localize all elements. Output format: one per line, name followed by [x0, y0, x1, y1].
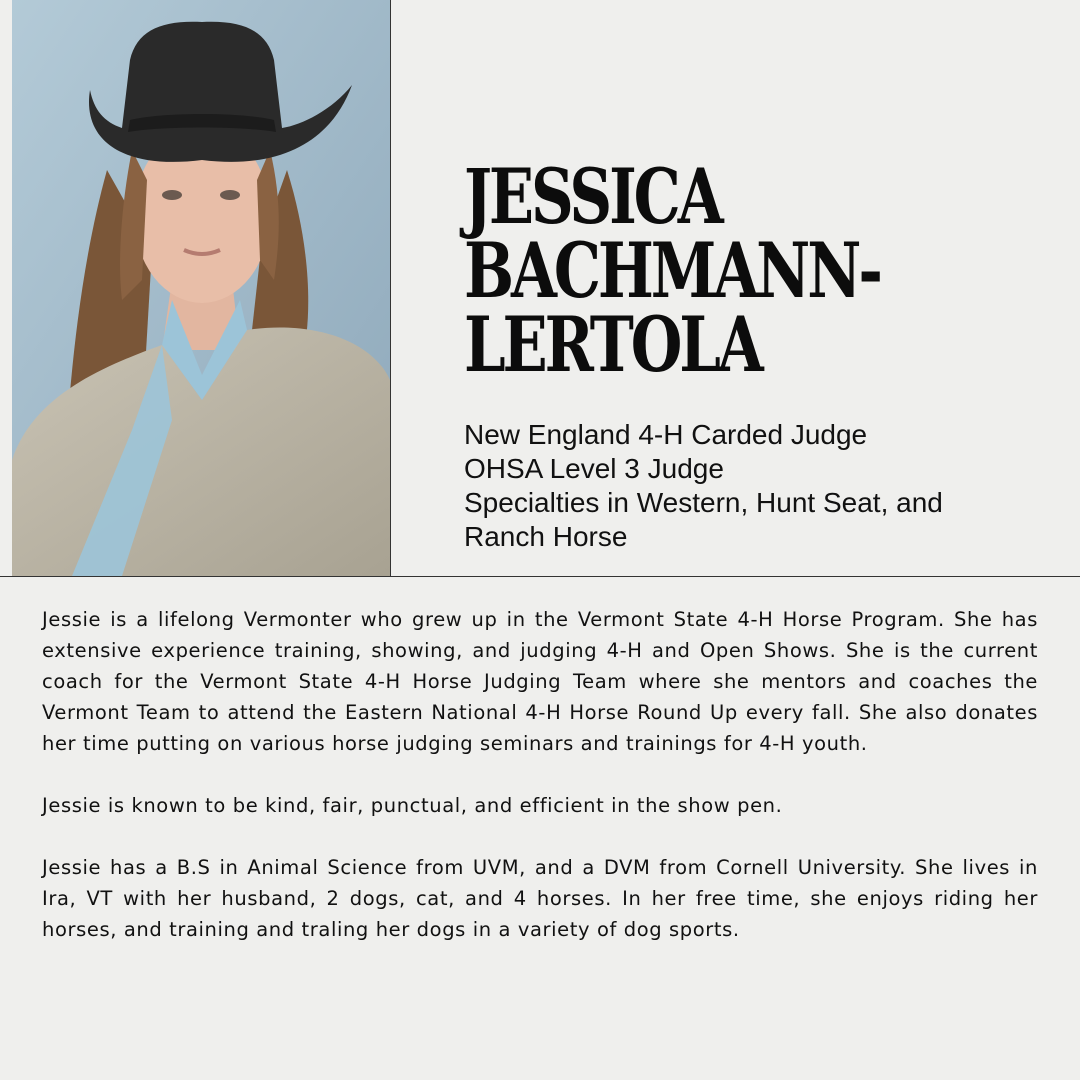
name-line: JESSICA [464, 152, 721, 241]
credentials-list [464, 418, 1064, 554]
bio-paragraph: Jessie is a lifelong Vermonter who grew up in the Vermont State 4-H Horse Program. She has extensive experience training, showing, and judging 4-H and Open Shows. She is the current coach for the Vermont State 4-H Horse Judging Team where she mentors and coaches the Vermont Team to attend the Eastern National 4-H Horse Round Up every fall. She also donates her time putting on various horse judging seminars and trainings for 4-H youth. [42, 608, 1038, 755]
bio-paragraph: Jessie is known to be kind, fair, punctual, and efficient in the show pen. [42, 794, 783, 817]
vertical-divider [390, 0, 391, 576]
biography [42, 604, 1038, 976]
credential-item: OHSA Level 3 Judge [464, 453, 724, 484]
person-name [464, 152, 932, 389]
bio-paragraph: Jessie has a B.S in Animal Science from UVM, and a DVM from Cornell University. She lives in Ira, VT with her husband, 2 dogs, cat, and 4 horses. In her free time, she enjoys riding her horses, and training and traling her dogs in a variety of dog sports. [42, 856, 1038, 941]
credential-item: Ranch Horse [464, 521, 628, 552]
horizontal-divider [0, 576, 1080, 577]
credential-item: New England 4-H Carded Judge [464, 419, 868, 450]
name-line: BACHMANN- [464, 226, 880, 315]
credential-item: Specialties in Western, Hunt Seat, and [464, 487, 943, 518]
portrait-photo [12, 0, 390, 576]
name-line: LERTOLA [464, 300, 761, 389]
